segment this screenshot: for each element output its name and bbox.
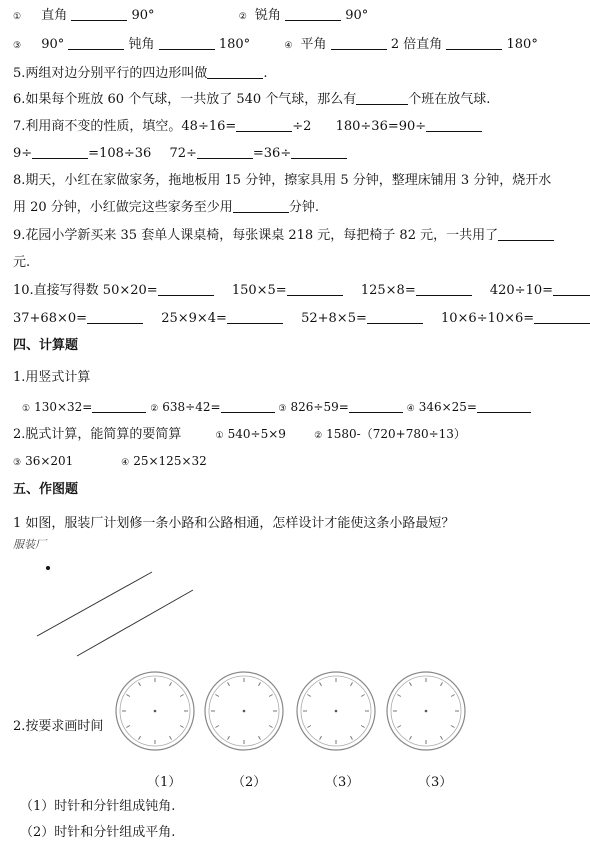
num-marker: ③ — [13, 41, 22, 51]
requirement-1: （1）时针和分针组成钝角. — [20, 799, 176, 814]
clock-center-dot — [425, 710, 428, 713]
clock-face-1[interactable] — [116, 672, 194, 750]
q7-part: =36÷ — [252, 146, 292, 161]
num-marker: ② — [238, 12, 247, 22]
hour-tick — [441, 736, 443, 739]
value-90: 90° — [131, 8, 155, 23]
two-right-angles: 2 倍直角 — [390, 37, 443, 52]
calc-expr: 36×201 — [25, 454, 74, 468]
calc-expr: 25×125×32 — [133, 454, 207, 468]
hour-tick — [259, 682, 261, 685]
q10-expr: 37+68×0= — [13, 311, 88, 326]
q7-part: 180÷36=90÷ — [335, 119, 427, 134]
q6-text: 6.如果每个班放 60 个气球，一共放了 540 个气球，那么有 — [13, 92, 357, 107]
hour-tick — [215, 726, 218, 728]
hour-tick — [215, 695, 218, 697]
hour-tick — [410, 736, 412, 739]
q9-text: 9.花园小学新买来 35 套单人课桌椅，每张课桌 218 元，每把椅子 82 元，一共用了 — [13, 228, 499, 243]
hour-tick — [441, 682, 443, 685]
value-180: 180° — [218, 37, 251, 52]
hour-tick — [320, 736, 322, 739]
obtuse-angle-label: 钝角 — [128, 37, 155, 52]
hour-tick — [451, 726, 454, 728]
hour-tick — [351, 736, 353, 739]
num-marker: ① — [13, 12, 22, 22]
clock-label-4: （3） — [418, 775, 453, 790]
acute-angle-label: 锐角 — [254, 8, 281, 23]
num-marker: ③ — [13, 458, 22, 468]
calc-expr: 130×32= — [34, 400, 93, 414]
q7-part: =108÷36 — [88, 146, 152, 161]
value-180: 180° — [506, 37, 538, 52]
hour-tick — [451, 695, 454, 697]
factory-label: 服装厂 — [13, 538, 46, 551]
num-marker: ① — [215, 431, 224, 441]
value-90: 90° — [345, 8, 369, 23]
num-marker: ② — [150, 404, 159, 414]
clock-label-3: （3） — [325, 775, 360, 790]
q10-expr: 25×9×4= — [161, 311, 227, 326]
sec5-q1: 1 如图，服装厂计划修一条小路和公路相通，怎样设计才能使这条小路最短？ — [13, 516, 455, 531]
section-4-title: 四、计算题 — [13, 338, 79, 353]
value-90: 90° — [41, 37, 65, 52]
calc-expr: 826÷59= — [290, 400, 349, 414]
hour-tick — [307, 726, 310, 728]
clock-face-4[interactable] — [387, 672, 465, 750]
hour-tick — [180, 726, 183, 728]
calc-expr: 540÷5×9 — [227, 427, 286, 441]
hour-tick — [170, 682, 172, 685]
q7-text: 7.利用商不变的性质，填空。48÷16= — [13, 119, 237, 134]
num-marker: ④ — [121, 458, 130, 468]
q7-part: ÷2 — [292, 119, 312, 134]
clock-face-2[interactable] — [205, 672, 283, 750]
clock-center-dot — [154, 710, 157, 713]
clock-face-3[interactable] — [297, 672, 375, 750]
q5-text: 5.两组对边分别平行的四边形叫做 — [13, 66, 208, 81]
road-line — [77, 590, 193, 656]
num-marker: ③ — [278, 404, 287, 414]
q10-expr: 420÷10= — [489, 283, 553, 298]
factory-point[interactable] — [46, 566, 50, 570]
q8-tail: 分钟. — [288, 200, 319, 215]
right-angle-label: 直角 — [41, 8, 68, 23]
road-line — [37, 572, 152, 636]
clock-label-2: （2） — [232, 775, 267, 790]
q10-expr: 150×5= — [231, 283, 287, 298]
q7-part: 9÷ — [13, 146, 33, 161]
hour-tick — [126, 695, 129, 697]
clock-label-1: （1） — [147, 775, 182, 790]
clock-center-dot — [335, 710, 338, 713]
q10-expr: 10×6÷10×6= — [441, 311, 535, 326]
hour-tick — [307, 695, 310, 697]
q8-text: 用 20 分钟，小红做完这些家务至少用 — [13, 200, 233, 215]
hour-tick — [259, 736, 261, 739]
requirement-2: （2）时针和分针组成平角. — [20, 825, 176, 840]
hour-tick — [397, 726, 400, 728]
q10-expr: 52+8×5= — [301, 311, 367, 326]
q5: 5.两组对边分别平行的四边形叫做 . — [13, 66, 268, 81]
num-marker: ② — [314, 431, 323, 441]
hour-tick — [170, 736, 172, 739]
q8-text: 8.期天，小红在家做家务，拖地板用 15 分钟，擦家具用 5 分钟，整理床铺用 3 分钟，烧开水 — [13, 173, 552, 188]
hour-tick — [351, 682, 353, 685]
q7-part: 72÷ — [169, 146, 197, 161]
calc-expr: 638÷42= — [162, 400, 221, 414]
hour-tick — [361, 726, 364, 728]
q9-unit: 元. — [13, 255, 31, 270]
clock-faces — [116, 672, 465, 750]
q6-tail: 个班在放气球. — [408, 92, 491, 107]
sec4-sub2: 2.脱式计算，能简算的要简算 — [13, 427, 182, 442]
hour-tick — [410, 682, 412, 685]
num-marker: ① — [22, 404, 31, 414]
hour-tick — [126, 726, 129, 728]
straight-angle-label: 平角 — [300, 37, 327, 52]
hour-tick — [269, 726, 272, 728]
hour-tick — [228, 682, 230, 685]
clock-center-dot — [243, 710, 246, 713]
hour-tick — [139, 736, 141, 739]
num-marker: ④ — [406, 404, 415, 414]
hour-tick — [228, 736, 230, 739]
q10-expr: 125×8= — [360, 283, 416, 298]
q10-expr: 10.直接写得数 50×20= — [13, 283, 158, 298]
sec4-sub1: 1.用竖式计算 — [13, 370, 91, 385]
hour-tick — [320, 682, 322, 685]
calc-expr: 346×25= — [418, 400, 477, 414]
num-marker: ④ — [284, 41, 293, 51]
hour-tick — [397, 695, 400, 697]
section-5-title: 五、作图题 — [13, 482, 79, 497]
hour-tick — [139, 682, 141, 685]
calc-expr: 1580-（720+780÷13） — [326, 427, 466, 441]
hour-tick — [180, 695, 183, 697]
sec5-q2: 2.按要求画时间 — [13, 719, 104, 734]
hour-tick — [361, 695, 364, 697]
hour-tick — [269, 695, 272, 697]
